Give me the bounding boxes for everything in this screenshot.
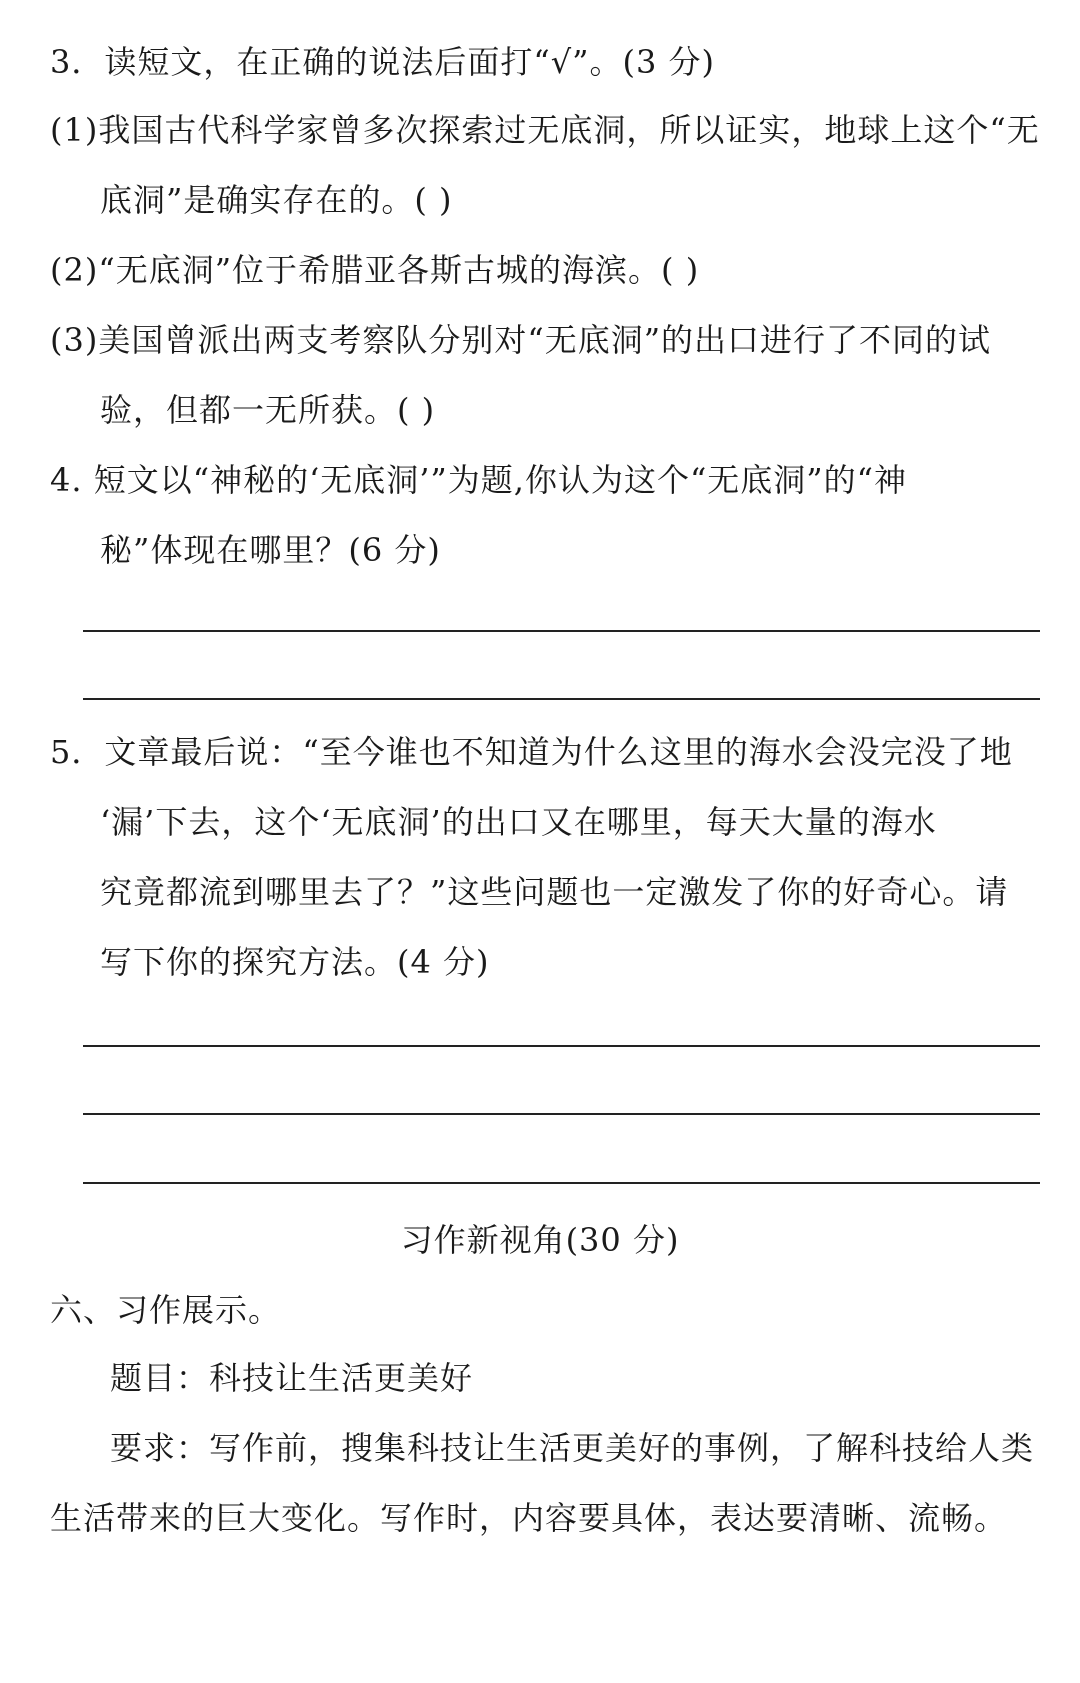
q6-requirement-line1: 要求：写作前，搜集科技让生活更美好的事例，了解科技给人类: [110, 1429, 1035, 1467]
q6-title: 六、习作展示。: [50, 1291, 282, 1329]
q5-line4: 写下你的探究方法。(4 分): [100, 943, 490, 981]
q5-answer-line-3: [83, 1182, 1040, 1184]
section-heading: 习作新视角(30 分): [400, 1221, 680, 1259]
q3-item1-line1: (1)我国古代科学家曾多次探索过无底洞，所以证实，地球上这个“无: [50, 111, 1040, 149]
q3-title: 3．读短文，在正确的说法后面打“√”。(3 分): [50, 43, 715, 81]
q5-answer-line-1: [83, 1045, 1040, 1047]
q5-line3: 究竟都流到哪里去了？”这些问题也一定激发了你的好奇心。请: [100, 873, 1009, 911]
q3-item2: (2)“无底洞”位于希腊亚各斯古城的海滨。( ): [50, 251, 700, 289]
q4-line2: 秘”体现在哪里？(6 分): [100, 531, 441, 569]
q4-answer-line-1: [83, 630, 1040, 632]
q5-line1: 5．文章最后说：“至今谁也不知道为什么这里的海水会没完没了地: [50, 733, 1013, 771]
q3-item1-line2: 底洞”是确实存在的。( ): [100, 181, 453, 219]
q4-line1: 4. 短文以“神秘的‘无底洞’”为题,你认为这个“无底洞”的“神: [50, 461, 908, 499]
q4-answer-line-2: [83, 698, 1040, 700]
q6-topic: 题目：科技让生活更美好: [110, 1359, 474, 1397]
q5-line2: ‘漏’下去，这个‘无底洞’的出口又在哪里，每天大量的海水: [100, 803, 937, 841]
q3-item3-line1: (3)美国曾派出两支考察队分别对“无底洞”的出口进行了不同的试: [50, 321, 992, 359]
q5-answer-line-2: [83, 1113, 1040, 1115]
q6-requirement-line2: 生活带来的巨大变化。写作时，内容要具体，表达要清晰、流畅。: [50, 1499, 1008, 1537]
q3-item3-line2: 验，但都一无所获。( ): [100, 391, 436, 429]
